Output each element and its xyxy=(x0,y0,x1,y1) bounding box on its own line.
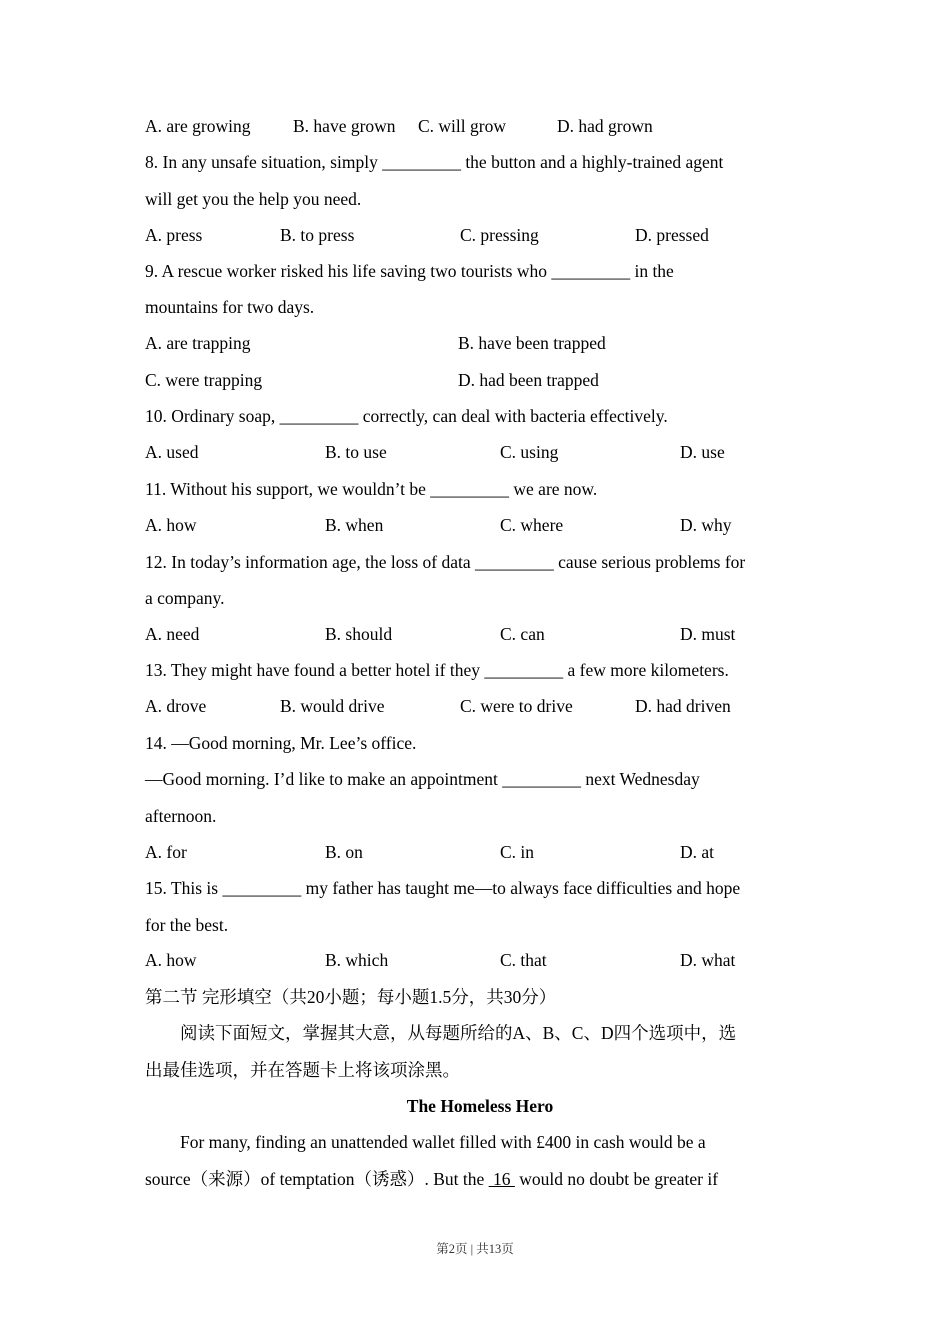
q11-option-c: C. where xyxy=(500,514,564,535)
passage-para-line2-pre: source（来源）of temptation（诱惑）. But the xyxy=(145,1168,489,1189)
q15-stem-line1: 15. This is _________ my father has taught me—to always face difficulties and hope xyxy=(145,878,741,899)
q8-options-row xyxy=(145,217,815,253)
q7-option-a: A. are growing xyxy=(145,115,251,136)
q14-option-b: B. on xyxy=(325,841,363,862)
q12-option-b: B. should xyxy=(325,623,393,644)
q14-option-a: A. for xyxy=(145,841,187,862)
passage-title: The Homeless Hero xyxy=(406,1096,554,1117)
q15-option-b: B. which xyxy=(325,950,389,971)
q13-option-b: B. would drive xyxy=(280,696,385,717)
q14-option-c: C. in xyxy=(500,841,535,862)
q14-stem-line2: —Good morning. I’d like to make an appointment _________ next Wednesday xyxy=(145,769,700,790)
q10-option-c: C. using xyxy=(500,442,559,463)
q9-option-a: A. are trapping xyxy=(145,333,251,354)
q9-stem-line1: 9. A rescue worker risked his life saving two tourists who _________ in the xyxy=(145,261,674,282)
q14-stem-line1: 14. —Good morning, Mr. Lee’s office. xyxy=(145,733,417,754)
q10-options-row xyxy=(145,435,815,471)
q12-options-row xyxy=(145,616,815,652)
q13-option-c: C. were to drive xyxy=(460,696,573,717)
q7-options-row xyxy=(145,108,815,144)
q13-option-a: A. drove xyxy=(145,696,207,717)
q11-option-b: B. when xyxy=(325,514,384,535)
q8-option-d: D. pressed xyxy=(635,224,709,245)
q8-option-c: C. pressing xyxy=(460,224,539,245)
q12-option-c: C. can xyxy=(500,623,545,644)
q10-option-b: B. to use xyxy=(325,442,387,463)
q12-stem-line1: 12. In today’s information age, the loss of data _________ cause serious problems for xyxy=(145,551,746,572)
q12-stem-line2: a company. xyxy=(145,587,225,608)
q7-option-c: C. will grow xyxy=(418,115,506,136)
q15-option-c: C. that xyxy=(500,950,547,971)
section2-instructions-line1: 阅读下面短文，掌握其大意，从每题所给的A、B、C、D四个选项中，选 xyxy=(180,1023,737,1044)
cloze-blank-16: 16 xyxy=(488,1168,515,1189)
q11-option-d: D. why xyxy=(680,514,732,535)
q8-stem-line2: will get you the help you need. xyxy=(145,188,362,209)
q11-stem-line1: 11. Without his support, we wouldn’t be _________ we are now. xyxy=(145,478,598,499)
q9-options-row1 xyxy=(145,326,815,362)
passage-para-line1: For many, finding an unattended wallet filled with £400 in cash would be a xyxy=(180,1132,706,1153)
q8-option-b: B. to press xyxy=(280,224,355,245)
q12-option-d: D. must xyxy=(680,623,736,644)
q14-option-d: D. at xyxy=(680,841,715,862)
section2-instructions-line2: 出最佳选项，并在答题卡上将该项涂黑。 xyxy=(145,1059,460,1080)
q9-option-c: C. were trapping xyxy=(145,369,263,390)
passage-para-line2 xyxy=(145,1161,815,1197)
section2-heading: 第二节 完形填空（共20小题；每小题1.5分，共30分） xyxy=(145,987,557,1008)
passage-para-line2-post: would no doubt be greater if xyxy=(514,1168,719,1189)
q15-option-a: A. how xyxy=(145,950,197,971)
q15-options-row xyxy=(145,943,815,979)
q12-option-a: A. need xyxy=(145,623,200,644)
q9-stem-line2: mountains for two days. xyxy=(145,297,315,318)
q13-stem-line1: 13. They might have found a better hotel if they _________ a few more kilometers. xyxy=(145,660,729,681)
q13-options-row xyxy=(145,689,815,725)
q7-option-d: D. had grown xyxy=(557,115,653,136)
q10-stem-line1: 10. Ordinary soap, _________ correctly, can deal with bacteria effectively. xyxy=(145,406,668,427)
q13-option-d: D. had driven xyxy=(635,696,731,717)
document-page xyxy=(145,108,815,1197)
q9-options-row2 xyxy=(145,362,815,398)
q8-stem-line1: 8. In any unsafe situation, simply _________ the button and a highly-trained agent xyxy=(145,152,724,173)
q7-option-b: B. have grown xyxy=(293,115,396,136)
q14-options-row xyxy=(145,834,815,870)
q11-options-row xyxy=(145,507,815,543)
q9-option-d: D. had been trapped xyxy=(458,369,599,390)
q14-stem-line3: afternoon. xyxy=(145,805,217,826)
page-footer: 第2页 | 共13页 xyxy=(436,1242,514,1256)
q9-option-b: B. have been trapped xyxy=(458,333,606,354)
q11-option-a: A. how xyxy=(145,514,197,535)
q10-option-d: D. use xyxy=(680,442,725,463)
q8-option-a: A. press xyxy=(145,224,203,245)
q10-option-a: A. used xyxy=(145,442,199,463)
q15-stem-line2: for the best. xyxy=(145,914,229,935)
q15-option-d: D. what xyxy=(680,950,736,971)
